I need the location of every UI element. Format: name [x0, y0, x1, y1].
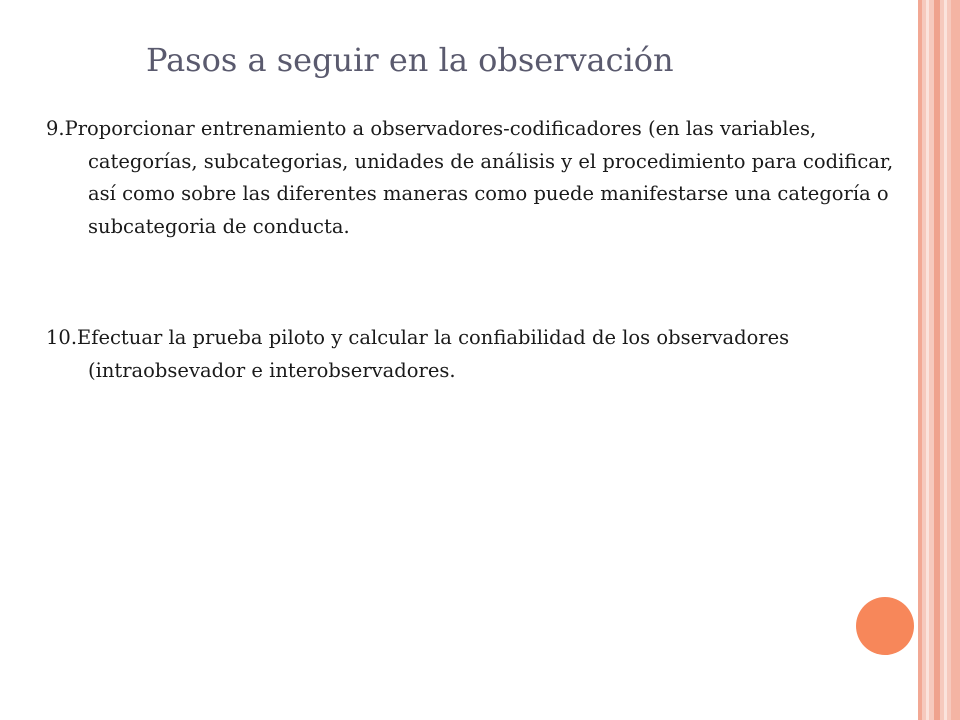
step-item-10: 10.Efectuar la prueba piloto y calcular la confiabilidad de los observadores (intraobsevador e interobservadores.: [46, 326, 790, 382]
decorative-stripe: [944, 0, 947, 720]
step-item-9: 9.Proporcionar entrenamiento a observadores-codificadores (en las variables, categorías, subcategorias, unidades de análisis y el procedimiento para codificar, así como sobre las diferentes maneras como puede manifestarse una categoría o subcategoria de conducta.: [46, 117, 894, 238]
decorative-stripe: [951, 0, 960, 720]
decorative-stripe: [926, 0, 929, 720]
decorative-stripe: [934, 0, 940, 720]
slide-title: Pasos a seguir en la observación: [146, 41, 674, 79]
decorative-circle: [856, 597, 914, 655]
slide-body: [46, 113, 896, 387]
decorative-stripe: [918, 0, 922, 720]
